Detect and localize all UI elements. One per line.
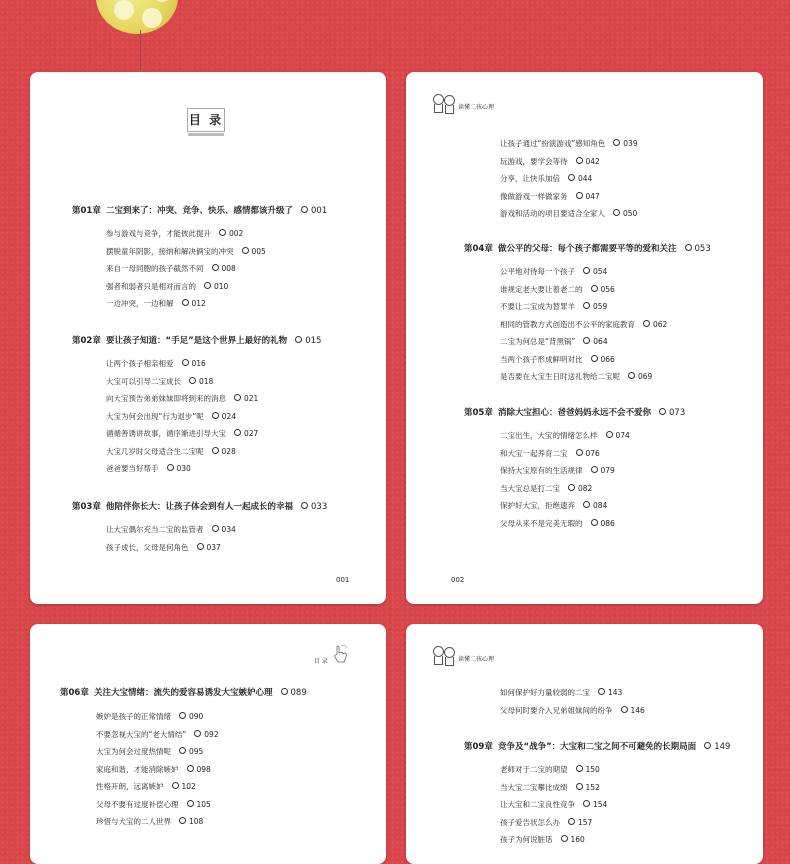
toc-page-number: 064 [593,337,608,346]
toc-entry-page [242,247,266,256]
page-marker-icon [212,412,219,419]
toc-entry[interactable] [500,687,622,698]
toc-page-number: 102 [181,782,196,791]
page-marker-icon [295,336,302,343]
toc-entry-page [568,484,592,493]
toc-page-number: 150 [585,765,600,774]
toc-entry-title: 循循善诱讲故事，循序渐进引导大宝 [106,429,226,438]
toc-page-number: 086 [600,518,615,528]
toc-entry-page [606,431,630,440]
chapter-number: 第05章 [464,408,493,418]
toc-entry[interactable] [500,336,608,347]
toc-page-number: 027 [244,429,259,438]
page-marker-icon [591,355,598,362]
toc-entry-page [576,783,600,792]
running-header: 目 录 [314,658,328,665]
toc-entry[interactable] [106,524,236,535]
toc-entry[interactable] [106,463,191,474]
page-marker-icon [172,782,179,789]
toc-entry-title: 父母何时要介入兄弟姐妹间的纷争 [500,705,613,715]
page-marker-icon [212,264,219,271]
toc-entry-page [234,394,258,403]
toc-chapter[interactable] [72,500,327,512]
page-marker-icon [182,299,189,306]
toc-page-number: 089 [290,688,307,698]
page-marker-icon [182,359,189,366]
toc-entry-page [182,299,206,308]
toc-entry-page [187,765,211,774]
page-marker-icon [583,800,590,807]
toc-entry[interactable] [500,448,600,459]
toc-entry[interactable] [500,799,607,810]
toc-entry-page [212,447,236,456]
toc-entry[interactable] [500,500,607,511]
toc-entry[interactable] [500,371,652,382]
toc-page-number: 105 [196,799,211,809]
toc-page-number: 034 [221,525,236,534]
toc-page-number: 090 [189,712,204,721]
toc-entry-title: 大宝可以引导二宝成长 [106,376,181,386]
toc-entry-title: 谁规定老大要让着老二的 [500,284,583,294]
page-marker-icon [179,747,186,754]
toc-entry-title: 参与游戏与竞争，才能彼此提升 [106,229,211,238]
toc-entry[interactable] [106,298,206,309]
toc-page-number: 108 [189,817,204,826]
toc-page-number: 082 [578,483,593,493]
toc-entry[interactable] [500,430,630,441]
toc-entry-title: 二宝出生，大宝的情绪怎么样 [500,431,598,440]
toc-entry-title: 家庭和谐，才能消除嫉妒 [96,764,179,774]
toc-page-number: 002 [229,229,244,238]
page-marker-icon [576,157,583,164]
toc-entry[interactable] [500,782,600,793]
chapter-page [685,244,711,254]
toc-entry-title: 保护好大宝，拒绝遗弃 [500,501,575,510]
chapter-number: 第01章 [72,206,101,216]
toc-entry[interactable] [106,393,258,404]
toc-page-number: 018 [199,376,214,386]
page-marker-icon [613,209,620,216]
toc-page-number: 143 [608,688,623,697]
toc-page-number: 016 [191,359,206,368]
page-marker-icon [613,139,620,146]
chapter-number: 第06章 [60,688,89,698]
toc-page-number: 079 [600,466,615,475]
toc-entry-page [591,519,615,528]
toc-entry-page [576,765,600,774]
toc-page-number: 160 [570,835,585,844]
toc-entry[interactable] [500,834,585,845]
toc-page-number: 154 [593,800,608,809]
page-marker-icon [281,688,288,695]
toc-page-number: 033 [311,502,328,512]
page-marker-icon [643,320,650,327]
chapter-title: 消除大宝担心：爸爸妈妈永远不会不爱你 [498,408,652,418]
toc-entry-page [576,192,600,201]
toc-entry[interactable] [106,428,258,439]
toc-page-number: 062 [653,319,668,329]
page-title [187,108,225,132]
toc-page-number: 010 [214,281,229,291]
chapter-title: 二宝到来了：冲突、竞争、快乐、感情都该升级了 [106,206,294,216]
toc-page-number: 092 [204,729,219,739]
toc-entry[interactable] [106,228,243,239]
toc-page-number: 084 [593,501,608,510]
toc-entry-title: 像做游戏一样做家务 [500,191,568,201]
toc-entry-page [568,818,592,827]
page-marker-icon [591,466,598,473]
page-marker-icon [583,337,590,344]
toc-entry-title: 向大宝预告弟弟妹妹即将到来的消息 [106,394,226,403]
toc-entry-title: 孩子为何说脏话 [500,835,553,844]
toc-page-number: 095 [189,747,204,756]
toc-entry-page [179,747,203,756]
page-marker-icon [685,244,692,251]
toc-entry-page [628,372,652,381]
chapter-page [301,502,327,512]
chapter-title: 要让孩子知道：“手足”是这个世界上最好的礼物 [106,336,288,346]
toc-entry[interactable] [500,301,607,312]
toc-page-number: 073 [669,408,686,418]
toc-entry[interactable] [500,817,592,828]
toc-page-number: 042 [585,156,600,166]
toc-entry-page [561,835,585,844]
page-marker-icon [301,206,308,213]
toc-entry-page [182,359,206,368]
toc-entry-title: 当两个孩子形成鲜明对比 [500,354,583,364]
toc-page-number: 157 [578,817,593,827]
toc-page-number: 076 [585,448,600,458]
toc-entry[interactable] [500,483,592,494]
toc-entry-page [591,355,615,364]
pointing-hand-icon [333,644,349,664]
toc-entry-title: 让大宝偶尔充当二宝的监管者 [106,525,204,534]
page-marker-icon [301,502,308,509]
toc-entry-title: 父母不要有过度补偿心理 [96,799,179,809]
balloon-decoration [96,0,178,34]
toc-page-number: 015 [305,336,322,346]
toc-page-number: 053 [694,244,711,254]
toc-page-number: 149 [714,742,731,752]
toc-entry[interactable] [96,816,203,827]
toc-entry-page [179,712,203,721]
toc-entry-title: 不要让二宝成为替罪羊 [500,302,575,311]
chapter-title: 竞争及“战争”：大宝和二宝之间不可避免的长期局面 [498,742,697,752]
toc-page-number: 050 [623,209,638,218]
toc-entry-page [179,817,203,826]
toc-entry-page [583,501,607,510]
toc-entry[interactable] [500,764,600,775]
page-marker-icon [583,501,590,508]
page-marker-icon [189,377,196,384]
toc-entry[interactable] [106,263,236,274]
kids-icon [432,94,456,116]
page-marker-icon [194,730,201,737]
toc-entry-title: 让孩子通过“扮演游戏”感知角色 [500,139,606,148]
toc-page-number: 028 [221,446,236,456]
toc-entry-title: 大宝几岁时父母适合生二宝呢 [106,446,204,456]
toc-entry[interactable] [500,518,615,529]
page-marker-icon [204,282,211,289]
toc-entry-page [212,412,236,421]
page-marker-icon [659,408,666,415]
chapter-title: 他陪伴你长大：让孩子体会到有人一起成长的幸福 [106,502,294,512]
chapter-number: 第03章 [72,502,101,512]
toc-page-number: 146 [630,705,645,715]
toc-page-number: 005 [251,246,266,256]
title-underline [188,133,224,136]
toc-entry-page [212,525,236,534]
toc-entry[interactable] [500,208,637,219]
toc-entry-title: 当大宝二宝攀比成绩 [500,782,568,792]
toc-page-number: 012 [191,299,206,308]
toc-entry[interactable] [96,729,219,740]
kids-icon [432,646,456,668]
toc-entry-page [621,706,645,715]
running-header: 读懂二孩心理 [458,656,495,663]
toc-entry-page [194,730,218,739]
page-marker-icon [219,229,226,236]
chapter-page [281,688,307,698]
page-marker-icon [598,688,605,695]
toc-entry[interactable] [500,266,607,277]
page-marker-icon [583,267,590,274]
toc-entry-page [576,157,600,166]
book-page-1 [30,72,386,604]
toc-entry-page [187,800,211,809]
toc-entry-title: 分享，让快乐加倍 [500,174,560,183]
toc-entry-title: 来自一母同胞的孩子截然不同 [106,264,204,273]
toc-chapter[interactable] [464,740,730,752]
page-marker-icon [591,519,598,526]
toc-entry-title: 一边冲突，一边和解 [106,299,174,308]
page-marker-icon [568,818,575,825]
toc-page-number: 056 [600,284,615,294]
page-marker-icon [179,712,186,719]
chapter-page [295,336,321,346]
book-page-4 [406,624,763,864]
page-marker-icon [576,192,583,199]
toc-page-number: 069 [638,372,653,381]
toc-entry[interactable] [500,173,592,184]
toc-entry-page [583,267,607,276]
toc-entry-page [172,782,196,791]
page-marker-icon [187,765,194,772]
toc-entry-page [576,449,600,458]
toc-page-number: 066 [600,354,615,364]
toc-chapter[interactable] [72,204,327,216]
page-marker-icon [212,525,219,532]
running-header: 读懂二孩心理 [458,104,495,111]
toc-entry-title: 爸爸要当好帮手 [106,464,159,473]
toc-page-number: 044 [578,174,593,183]
toc-entry-title: 老师对于二宝的期望 [500,765,568,774]
page-marker-icon [179,817,186,824]
toc-entry[interactable] [500,354,615,365]
toc-entry-title: 玩游戏，要学会等待 [500,156,568,166]
toc-entry-title: 让两个孩子相亲相爱 [106,359,174,368]
toc-entry-title: 性格开朗，远离嫉妒 [96,782,164,791]
book-page-2 [406,72,763,604]
toc-entry[interactable] [500,465,615,476]
toc-entry-title: 公平地对待每一个孩子 [500,267,575,276]
page-marker-icon [568,484,575,491]
toc-entry-page [591,285,615,294]
book-page-3 [30,624,386,864]
chapter-page [659,408,685,418]
toc-entry[interactable] [106,411,236,422]
toc-entry-page [583,302,607,311]
toc-entry-page [189,377,213,386]
toc-entry-page [234,429,258,438]
toc-entry[interactable] [106,446,236,457]
toc-entry-title: 是否要在大宝生日时送礼物给二宝呢 [500,372,620,381]
page-number: 002 [451,576,465,584]
toc-entry-title: 大宝为何会过度热情呢 [96,747,171,756]
chapter-number: 第04章 [464,244,493,254]
toc-entry-title: 不要忽视大宝的“老大情结” [96,729,187,739]
toc-entry-title: 摆脱童年阴影，接纳和解决俩宝的冲突 [106,246,234,256]
toc-entry[interactable] [500,191,600,202]
chapter-number: 第09章 [464,742,493,752]
toc-entry-title: 孩子爱告状怎么办 [500,817,560,827]
toc-chapter[interactable] [72,334,321,346]
toc-entry-page [568,174,592,183]
toc-page-number: 008 [221,264,236,273]
toc-chapter[interactable] [464,406,685,418]
page-marker-icon [606,431,613,438]
page-marker-icon [576,765,583,772]
toc-entry-title: 孩子成长，父母是何角色 [106,542,189,552]
toc-entry[interactable] [500,138,638,149]
toc-page-number: 098 [196,764,211,774]
toc-entry-page [613,209,637,218]
toc-entry-page [204,282,228,291]
toc-entry[interactable] [500,284,615,295]
toc-entry[interactable] [96,764,211,775]
toc-entry[interactable] [96,799,211,810]
toc-entry[interactable] [106,542,221,553]
toc-entry[interactable] [106,376,213,387]
toc-entry[interactable] [500,319,667,330]
toc-entry-title: 让大宝和二宝良性竞争 [500,800,575,809]
toc-entry-title: 强者和弱者只是相对而言的 [106,281,196,291]
toc-entry-title: 相同的管教方式创造出不公平的家庭教育 [500,319,635,329]
page-marker-icon [234,394,241,401]
toc-entry[interactable] [106,358,206,369]
page-marker-icon [568,174,575,181]
page-marker-icon [212,447,219,454]
toc-entry-title: 和大宝一起养育二宝 [500,448,568,458]
page-marker-icon [242,247,249,254]
toc-entry[interactable] [500,705,645,716]
chapter-number: 第02章 [72,336,101,346]
toc-entry-page [197,543,221,552]
page-marker-icon [561,835,568,842]
page-marker-icon [621,706,628,713]
toc-page-number: 047 [585,191,600,201]
toc-entry-page [598,688,622,697]
toc-page-number: 074 [615,431,630,440]
toc-entry-title: 珍惜与大宝的二人世界 [96,817,171,826]
toc-page-number: 152 [585,782,600,792]
toc-page-number: 024 [221,411,237,421]
chapter-page [301,206,327,216]
toc-entry-page [591,466,615,475]
toc-entry[interactable] [96,781,196,792]
toc-entry-title: 大宝为何会出现“行为退步”呢 [106,411,204,421]
toc-entry[interactable] [500,156,600,167]
title-text: 目 录 [188,113,224,127]
toc-entry-title: 当大宝总是打二宝 [500,483,560,493]
toc-page-number: 001 [311,206,328,216]
chapter-page [704,742,730,752]
toc-entry-page [643,320,667,329]
page-number: 001 [336,576,350,584]
page-marker-icon [583,302,590,309]
toc-page-number: 021 [244,394,259,403]
toc-entry-page [167,464,191,473]
toc-entry-title: 二宝为何总是“背黑锅” [500,337,576,346]
page-marker-icon [187,800,194,807]
page-marker-icon [167,464,174,471]
toc-entry[interactable] [106,246,266,257]
toc-entry-page [212,264,236,273]
toc-entry-page [613,139,637,148]
toc-entry[interactable] [96,711,203,722]
toc-page-number: 059 [593,302,608,311]
toc-entry-page [219,229,243,238]
toc-entry-page [583,800,607,809]
page-marker-icon [234,429,241,436]
page-marker-icon [704,742,711,749]
toc-entry-title: 嫉妒是孩子的正常情绪 [96,712,171,721]
toc-page-number: 037 [206,542,221,552]
page-marker-icon [591,285,598,292]
toc-entry-title: 父母从来不是完美无瑕的 [500,518,583,528]
toc-page-number: 039 [623,139,638,148]
page-marker-icon [576,449,583,456]
toc-page-number: 054 [593,267,608,276]
toc-entry-title: 如何保护好力量较弱的二宝 [500,688,590,697]
chapter-title: 做公平的父母：每个孩子都需要平等的爱和关注 [498,244,677,254]
page-marker-icon [197,543,204,550]
toc-entry-title: 保持大宝原有的生活规律 [500,466,583,475]
toc-entry[interactable] [106,281,228,292]
toc-entry-page [583,337,607,346]
chapter-title: 关注大宝情绪：流失的爱容易诱发大宝嫉妒心理 [94,688,273,698]
balloon-string [140,30,141,70]
page-marker-icon [628,372,635,379]
toc-page-number: 030 [176,464,191,473]
toc-chapter[interactable] [464,242,711,254]
toc-chapter[interactable] [60,686,307,698]
toc-entry-title: 游戏和活动的项目要适合全家人 [500,209,605,218]
toc-entry[interactable] [96,746,203,757]
page-marker-icon [576,783,583,790]
